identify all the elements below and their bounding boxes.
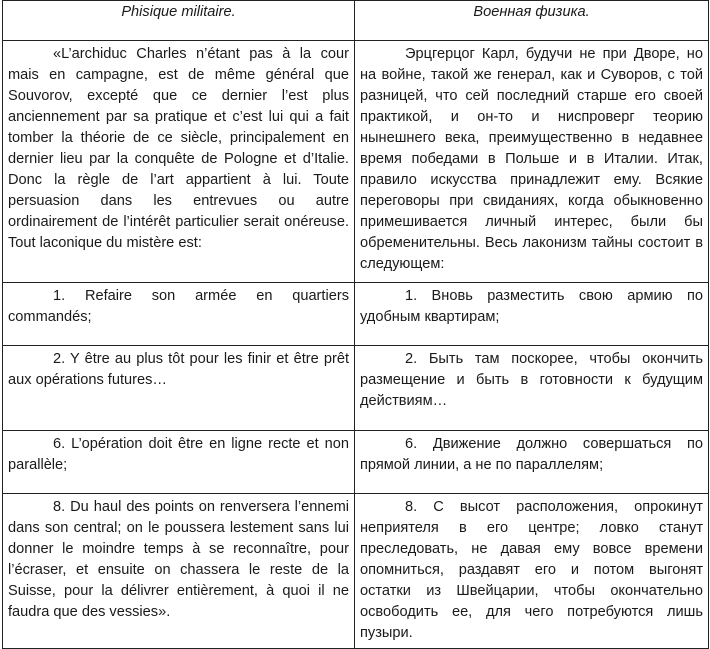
table-row — [3, 494, 709, 649]
russian-text: 8. С высот расположения, опрокинут неприятеля в его центре; ловко станут преследовать, не давая ему вовсе времени опомниться, раздавят его и потом выгонят остатки из Швейцарии, чтобы окончательно освободить ее, для чего потребуются лишь пузыри. — [360, 499, 703, 641]
french-text: 2. Y être au plus tôt pour les finir et être prêt aux opérations futures… — [8, 351, 349, 388]
table-row — [3, 41, 709, 283]
table-row — [3, 346, 709, 431]
parallel-text-table — [2, 0, 709, 649]
cell-russian — [355, 494, 709, 649]
header-russian: Военная физика. — [355, 1, 709, 41]
cell-french — [3, 41, 355, 283]
cell-russian — [355, 346, 709, 431]
cell-russian — [355, 283, 709, 346]
cell-french — [3, 346, 355, 431]
cell-russian — [355, 41, 709, 283]
french-text: 1. Refaire son armée en quartiers commandés; — [8, 288, 349, 325]
russian-text: 1. Вновь разместить свою армию по удобным квартирам; — [360, 288, 703, 325]
russian-text: 2. Быть там поскорее, чтобы окончить размещение и быть в готовности к будущим действиям… — [360, 351, 703, 409]
french-text: 8. Du haul des points on renversera l’ennemi dans son central; on le poussera lestement sans lui donner le moindre temps à se reconnaître, pour l’écraser, et ensuite on chassera le reste de la Suisse, pour la délivrer entièrement, à quoi il ne faudra que des vessies». — [8, 499, 349, 620]
french-text: 6. L’opération doit être en ligne recte et non parallèle; — [8, 436, 349, 473]
cell-russian — [355, 431, 709, 494]
table-header-row — [3, 1, 709, 41]
cell-french — [3, 494, 355, 649]
table-row — [3, 283, 709, 346]
header-french: Phisique militaire. — [3, 1, 355, 41]
french-text: «L’archiduc Charles n’étant pas à la cour mais en campagne, est de même général que Souvorov, excepté que ce dernier l’est plus anciennement par sa pratique et c’est lui qui a fait tomber la théorie de ce siècle, principalement en dernier lieu par la conquête de Pologne et d’Italie. Donc la règle de l’art appartient à lui. Toute persuasion dans les entrevues ou autre ordinairement de l’intérêt particulier serait onéreuse. Tout laconique du mistère est: — [8, 46, 349, 251]
russian-text: Эрцгерцог Карл, будучи не при Дворе, но на войне, такой же генерал, как и Суворов, с той разницей, что сей последний старше его своей практикой, и он-то и ниспроверг теорию нынешнего века, преимущественно в недавнее время победами в Польше и в Италии. Итак, правило искусства принадлежит ему. Всякие переговоры при свиданиях, когда обыкновенно примешивается личный интерес, были бы обременительны. Весь лаконизм тайны состоит в следующем: — [360, 46, 703, 272]
russian-text: 6. Движение должно совершаться по прямой линии, а не по параллелям; — [360, 436, 703, 473]
cell-french — [3, 283, 355, 346]
cell-french — [3, 431, 355, 494]
table-row — [3, 431, 709, 494]
